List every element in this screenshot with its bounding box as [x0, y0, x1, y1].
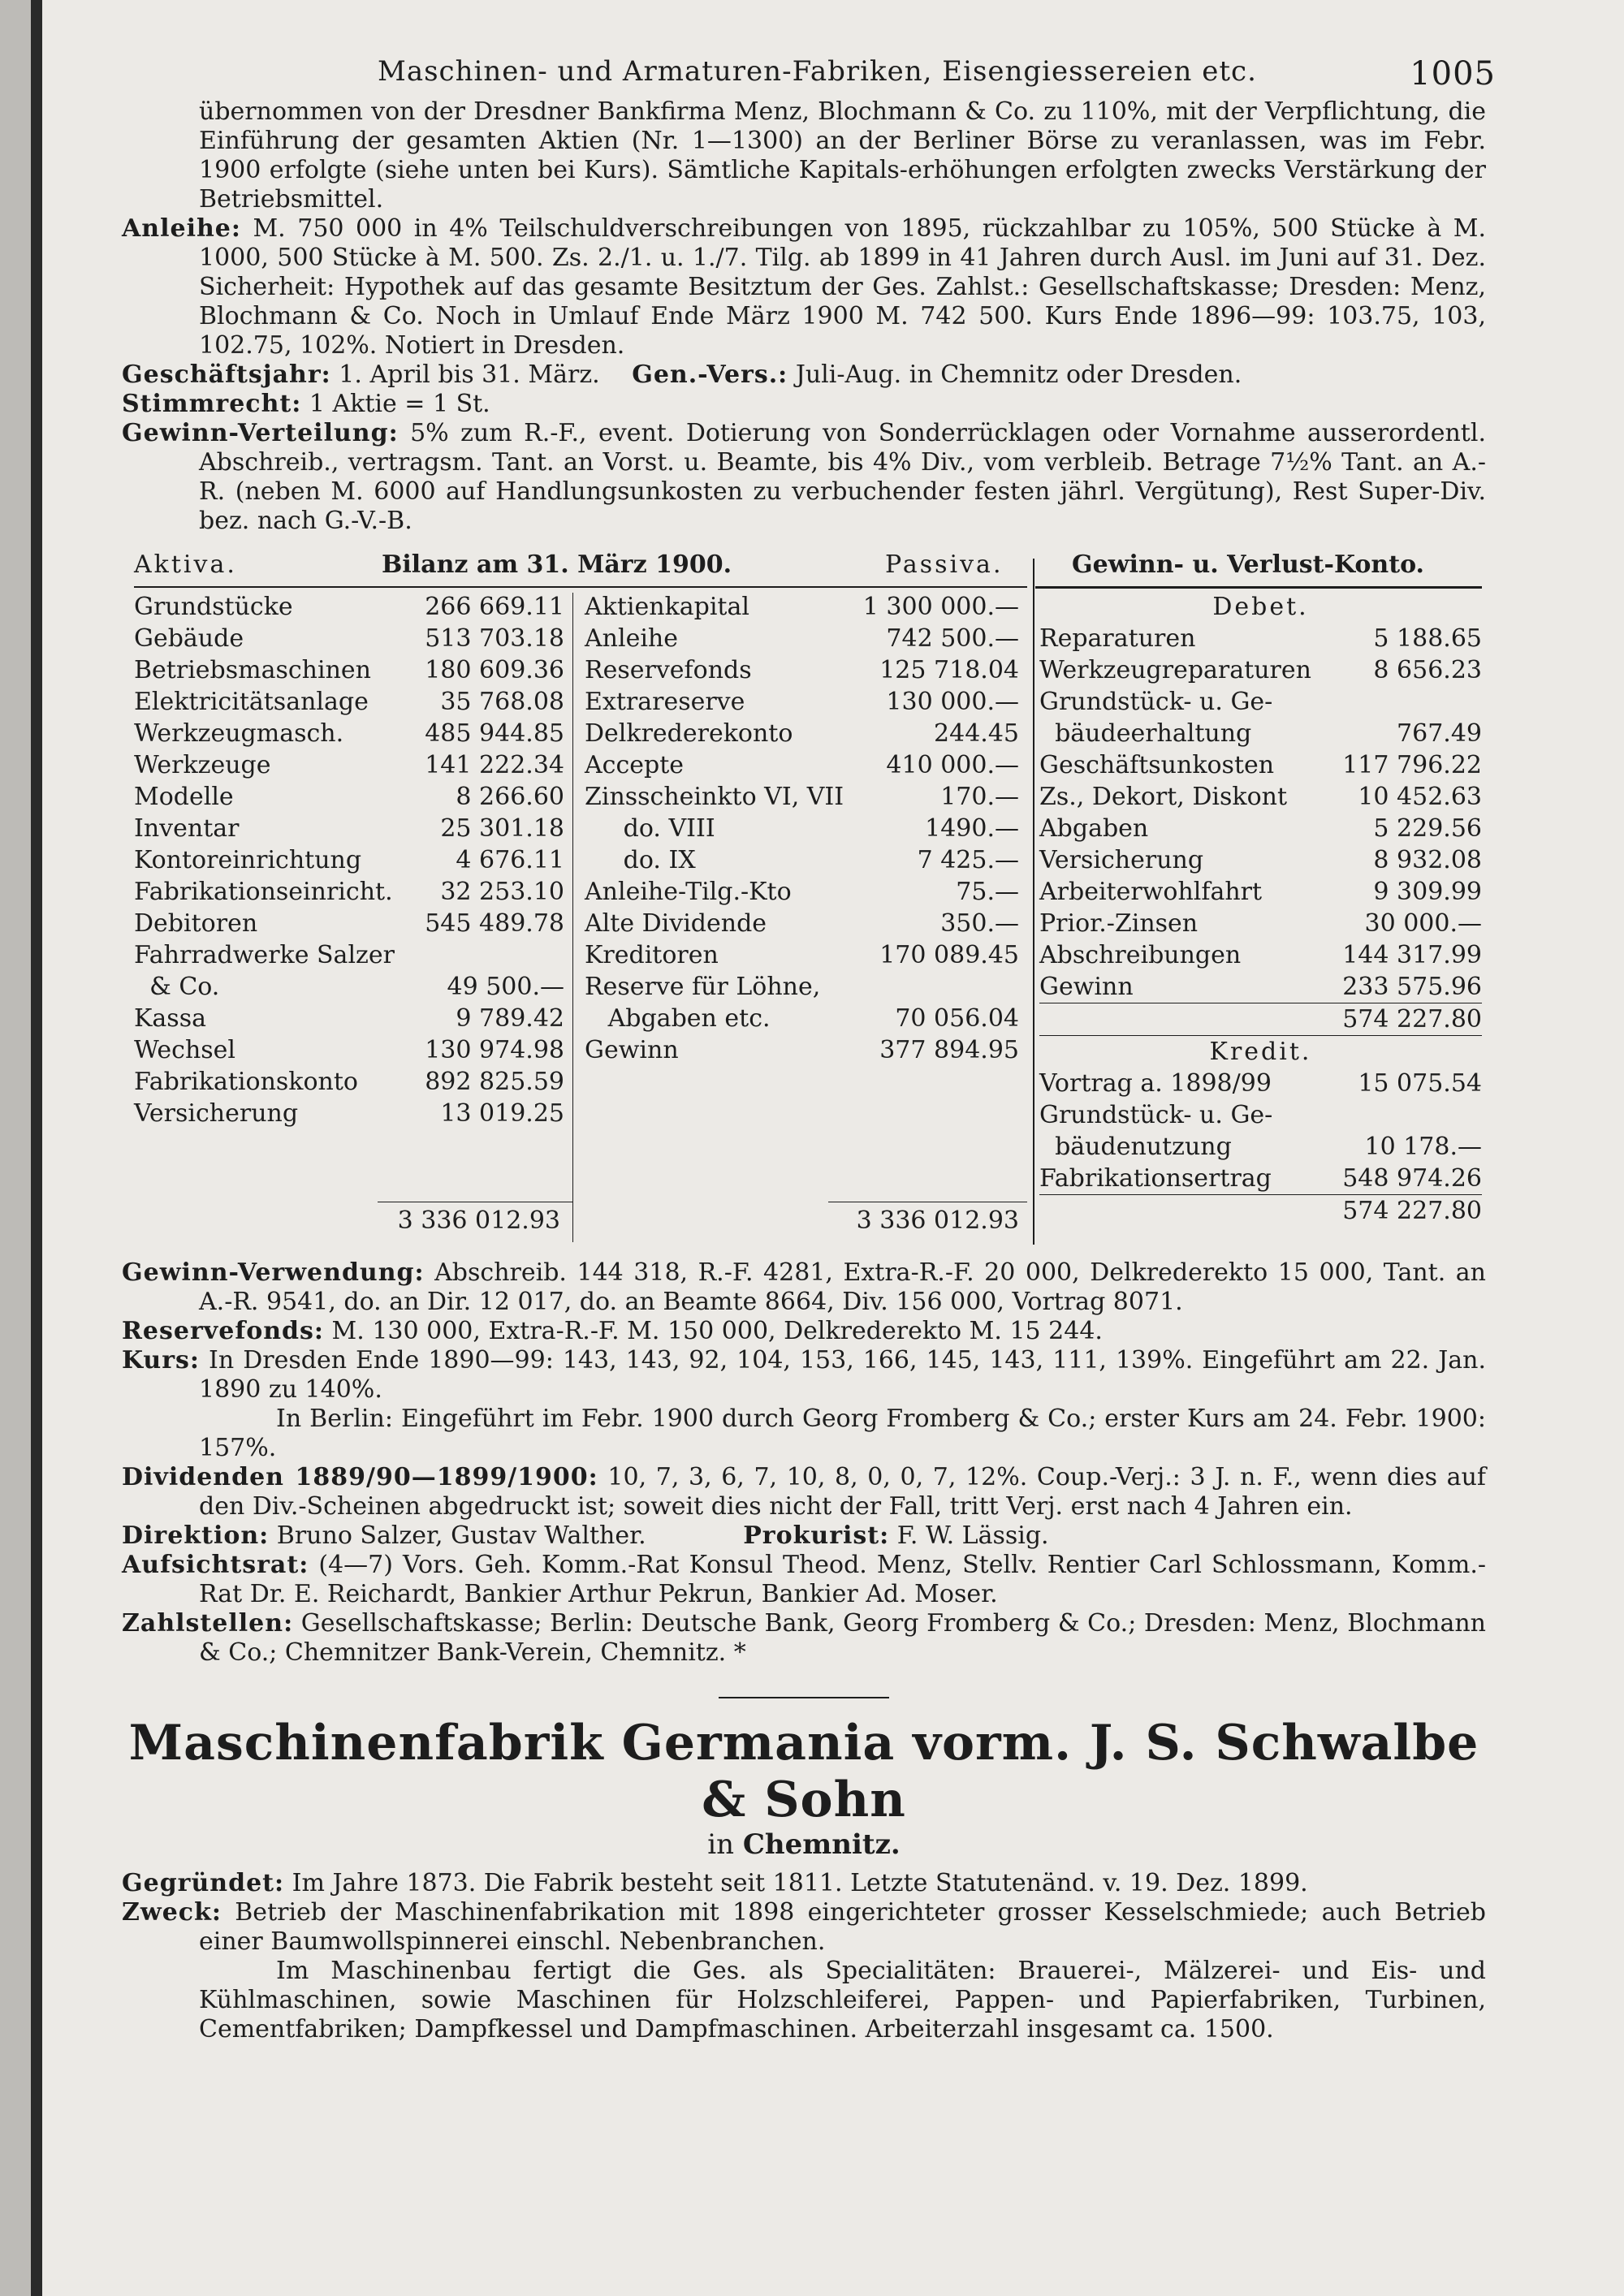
kredit-row — [1039, 1099, 1482, 1131]
section-label: Kurs: — [122, 1346, 200, 1375]
debet-row — [1039, 749, 1482, 781]
debet-value: 8 932.08 — [1373, 846, 1482, 874]
passiva-row — [585, 1034, 1019, 1066]
aktiva-row — [134, 813, 564, 844]
section-text: M. 130 000, Extra-R.-F. M. 150 000, Delkrederekto M. 15 244. — [331, 1317, 1103, 1345]
aktiva-item: Fabrikationskonto — [134, 1068, 358, 1096]
gewinn-verteilung-text: 5% zum R.-F., event. Dotierung von Sonderrücklagen oder Vornahme ausserordentl. Abschreib., vertragsm. Tant. an Vorst. u. Beamte, bis 4% Div., vom verbleib. Betrage 7½% Tant. an A.-R. (neben M. 6000 auf Handlungsunkosten zu verbuchender festen jährl. Vergütung), Rest Super-Div. bez. nach G.-V.-B. — [199, 419, 1486, 535]
passiva-item: Abgaben etc. — [585, 1004, 771, 1033]
debet-value: 30 000.— — [1364, 909, 1482, 938]
aktiva-row — [134, 908, 564, 939]
section-zweck — [122, 1898, 1486, 1957]
company-sections — [122, 1869, 1486, 1957]
direktion-text: Bruno Salzer, Gustav Walther. — [276, 1521, 646, 1550]
debet-item: Versicherung — [1039, 846, 1204, 874]
aktiva-row — [134, 718, 564, 749]
line-stimmrecht — [122, 390, 1486, 419]
debet-row — [1039, 844, 1482, 876]
header-title: Maschinen- und Armaturen-Fabriken, Eisengiessereien etc. — [378, 55, 1257, 88]
section-text: In Dresden Ende 1890—99: 143, 143, 92, 104, 153, 166, 145, 143, 111, 139%. Eingeführt am 22. Jan. 1890 zu 140%. — [199, 1346, 1486, 1404]
debet-value: 10 452.63 — [1358, 783, 1482, 811]
section-aufsichtsrat — [122, 1551, 1486, 1609]
aktiva-value: 141 222.34 — [425, 751, 564, 779]
debet-item: Prior.-Zinsen — [1039, 909, 1199, 938]
debet-row — [1039, 971, 1482, 1003]
aktiva-value: 513 703.18 — [425, 624, 564, 653]
ledger-divider — [1033, 559, 1034, 1245]
aktiva-value: 13 019.25 — [440, 1099, 564, 1128]
passiva-item: Accepte — [585, 751, 685, 779]
passiva-row — [585, 623, 1019, 654]
section-gegruendet — [122, 1869, 1486, 1898]
prokurist-label: Prokurist: — [743, 1521, 890, 1550]
passiva-value: 377 894.95 — [879, 1036, 1019, 1064]
section-label: Zahlstellen: — [122, 1609, 294, 1638]
passiva-item: do. VIII — [585, 814, 715, 843]
company-heading: Maschinenfabrik Germania vorm. J. S. Schwalbe & Sohn — [128, 1715, 1479, 1828]
aktiva-item: Kontoreinrichtung — [134, 846, 362, 874]
debet-value: 233 575.96 — [1342, 973, 1482, 1001]
bilanz-title: Bilanz am 31. März 1900. — [382, 550, 732, 579]
aktiva-value: 266 669.11 — [425, 593, 564, 621]
section-label: Aufsichtsrat: — [122, 1551, 309, 1579]
debet-item: Werkzeugreparaturen — [1039, 656, 1311, 684]
page-number: 1005 — [1410, 55, 1496, 93]
passiva-row — [585, 749, 1019, 781]
passiva-item: Kreditoren — [585, 941, 719, 969]
passiva-item: Alte Dividende — [585, 909, 767, 938]
debet-value: 117 796.22 — [1342, 751, 1482, 779]
section-label: Reservefonds: — [122, 1317, 324, 1345]
debet-item: Abschreibungen — [1039, 941, 1242, 969]
aktiva-item: Wechsel — [134, 1036, 236, 1064]
kurs-berlin: In Berlin: Eingeführt im Febr. 1900 durch Georg Fromberg & Co.; erster Kurs am 24. Febr. 1900: 157%. — [199, 1405, 1486, 1462]
passiva-item: Aktienkapital — [585, 593, 749, 621]
passiva-total: 3 336 012.93 — [856, 1206, 1019, 1235]
kredit-value: 15 075.54 — [1358, 1069, 1482, 1098]
gen-vers-label: Gen.-Vers.: — [632, 360, 788, 389]
passiva-row — [585, 844, 1019, 876]
passiva-value: 125 718.04 — [879, 656, 1019, 684]
passiva-value: 170 089.45 — [879, 941, 1019, 969]
stimmrecht-text: 1 Aktie = 1 St. — [309, 390, 490, 418]
debet-row — [1039, 813, 1482, 844]
passiva-row — [585, 1003, 1019, 1034]
debet-row — [1039, 623, 1482, 654]
kredit-label: Kredit. — [1039, 1035, 1482, 1068]
company-body: Im Maschinenbau fertigt die Ges. als Specialitäten: Brauerei-, Mälzerei- und Eis- und Kühlmaschinen, sowie Maschinen für Holzschleiferei, Pappen- und Papierfabriken, Turbinen, Cementfabriken; Dampfkessel und Dampfmaschinen. Arbeiterzahl insgesamt ca. 1500. — [199, 1957, 1486, 2044]
aktiva-value: 180 609.36 — [425, 656, 564, 684]
kredit-row — [1039, 1068, 1482, 1099]
line-direktion — [122, 1521, 1486, 1551]
passiva-row — [585, 939, 1019, 971]
passiva-item: Zinsscheinkto VI, VII — [585, 783, 844, 811]
debet-total-row — [1039, 1003, 1482, 1035]
company-location — [122, 1828, 1486, 1861]
aktiva-item: Kassa — [134, 1004, 206, 1033]
aktiva-item: & Co. — [134, 973, 220, 1001]
debet-row — [1039, 686, 1482, 718]
debet-value: 144 317.99 — [1342, 941, 1482, 969]
passiva-item: Gewinn — [585, 1036, 679, 1064]
geschaeftsjahr-text: 1. April bis 31. März. — [339, 360, 600, 389]
aktiva-value: 130 974.98 — [425, 1036, 564, 1064]
debet-item: Abgaben — [1039, 814, 1149, 843]
section-label: Anleihe: — [122, 214, 241, 243]
debet-row — [1039, 781, 1482, 813]
sections-last — [122, 1551, 1486, 1668]
passiva-value: 1490.— — [925, 814, 1019, 843]
passiva-row — [585, 686, 1019, 718]
kredit-row — [1039, 1163, 1482, 1194]
aktiva-item: Elektricitätsanlage — [134, 688, 369, 716]
section-anleihe — [122, 214, 1486, 360]
debet-row — [1039, 876, 1482, 908]
passiva-row — [585, 813, 1019, 844]
aktiva-item: Fahrradwerke Salzer — [134, 941, 395, 969]
aktiva-item: Grundstücke — [134, 593, 293, 621]
passiva-row — [585, 654, 1019, 686]
debet-item: Reparaturen — [1039, 624, 1196, 653]
aktiva-row — [134, 591, 564, 623]
aktiva-label: Aktiva. — [134, 550, 237, 579]
aktiva-item: Inventar — [134, 814, 240, 843]
aktiva-row — [134, 1034, 564, 1066]
stimmrecht-label: Stimmrecht: — [122, 390, 302, 418]
debet-item: Geschäftsunkosten — [1039, 751, 1275, 779]
bilanz-header-rule — [134, 586, 1027, 588]
geschaeftsjahr-label: Geschäftsjahr: — [122, 360, 331, 389]
debet-row — [1039, 654, 1482, 686]
aktiva-value: 4 676.11 — [456, 846, 564, 874]
section-text: Betrieb der Maschinenfabrikation mit 1898 eingerichteter grosser Kesselschmiede; auch Betrieb einer Baumwollspinnerei einschl. Nebenbranchen. — [199, 1898, 1486, 1956]
aktiva-item: Debitoren — [134, 909, 258, 938]
section-gewinn-verteilung — [122, 419, 1486, 536]
aktiva-value: 9 789.42 — [456, 1004, 564, 1033]
debet-item: bäudeerhaltung — [1039, 719, 1252, 748]
section-label: Zweck: — [122, 1898, 222, 1927]
aktiva-row — [134, 686, 564, 718]
aktiva-row — [134, 654, 564, 686]
kredit-item: Fabrikationsertrag — [1039, 1164, 1272, 1193]
passiva-item: Delkrederekonto — [585, 719, 793, 748]
debet-item: Zs., Dekort, Diskont — [1039, 783, 1288, 811]
passiva-value: 1 300 000.— — [862, 593, 1019, 621]
gv-konto-title: Gewinn- u. Verlust-Konto. — [1072, 550, 1424, 579]
document-page — [122, 49, 1496, 2044]
section-zahlstellen — [122, 1609, 1486, 1668]
debet-item: Arbeiterwohlfahrt — [1039, 878, 1263, 906]
section-dividenden — [122, 1463, 1486, 1521]
intro-paragraph: übernommen von der Dresdner Bankfirma Menz, Blochmann & Co. zu 110%, mit der Verpflichtung, die Einführung der gesamten Aktien (Nr. 1—1300) an der Berliner Börse zu veranlassen, was im Febr. 1900 erfolgte (siehe unten bei Kurs). Sämtliche Kapitals-erhöhungen erfolgten zwecks Verstärkung der Betriebsmittel. — [199, 97, 1486, 214]
section-text: M. 750 000 in 4% Teilschuldverschreibungen von 1895, rückzahlbar zu 105%, 500 Stücke à M. 1000, 500 Stücke à M. 500. Zs. 2./1. u. 1./7. Tilg. ab 1899 in 41 Jahren durch Ausl. im Juni auf 31. Dez. Sicherheit: Hypothek auf das gesamte Besitztum der Ges. Zahlst.: Gesellschaftskasse; Dresden: Menz, Blochmann & Co. Noch in Umlauf Ende März 1900 M. 742 500. Kurs Ende 1896—99: 103.75, 103, 102.75, 102%. Notiert in Dresden. — [199, 214, 1486, 360]
passiva-row — [585, 591, 1019, 623]
debet-value: 5 229.56 — [1373, 814, 1482, 843]
aktiva-total: 3 336 012.93 — [397, 1206, 560, 1235]
sections-top — [122, 214, 1486, 360]
kredit-total: 574 227.80 — [1342, 1197, 1482, 1225]
aktiva-row — [134, 939, 564, 971]
section-gewinn-verwendung — [122, 1258, 1486, 1317]
section-text: 10, 7, 3, 6, 7, 10, 8, 0, 0, 7, 12%. Coup.-Verj.: 3 J. n. F., wenn dies auf den Div.-Scheinen abgedruckt ist; soweit dies nicht der Fall, tritt Verj. erst nach 4 Jahren ein. — [199, 1463, 1486, 1521]
page-binding-shadow — [31, 0, 42, 2296]
passiva-row — [585, 876, 1019, 908]
passiva-item: do. IX — [585, 846, 696, 874]
passiva-value: 70 056.04 — [895, 1004, 1019, 1033]
aktiva-row — [134, 781, 564, 813]
aktiva-row — [134, 1098, 564, 1129]
passiva-value: 130 000.— — [886, 688, 1019, 716]
aktiva-value: 25 301.18 — [440, 814, 564, 843]
passiva-item: Extrareserve — [585, 688, 745, 716]
passiva-row — [585, 971, 1019, 1003]
section-label: Gegründet: — [122, 1869, 285, 1897]
passiva-value: 742 500.— — [886, 624, 1019, 653]
passiva-value: 410 000.— — [886, 751, 1019, 779]
passiva-value: 75.— — [956, 878, 1019, 906]
passiva-row — [585, 781, 1019, 813]
aktiva-item: Betriebsmaschinen — [134, 656, 371, 684]
aktiva-item: Modelle — [134, 783, 234, 811]
debet-item: Grundstück- u. Ge- — [1039, 688, 1273, 716]
aktiva-value: 8 266.60 — [456, 783, 564, 811]
debet-value: 8 656.23 — [1373, 656, 1482, 684]
section-label: Dividenden 1889/90—1899/1900: — [122, 1463, 598, 1491]
aktiva-row — [134, 1003, 564, 1034]
debet-row — [1039, 908, 1482, 939]
debet-column — [1039, 591, 1482, 1227]
section-reservefonds — [122, 1317, 1486, 1346]
aktiva-item: Versicherung — [134, 1099, 299, 1128]
section-kurs — [122, 1346, 1486, 1405]
aktiva-item: Werkzeugmasch. — [134, 719, 344, 748]
company-in-label: in — [707, 1828, 735, 1861]
section-text: Im Jahre 1873. Die Fabrik besteht seit 1811. Letzte Statutenänd. v. 19. Dez. 1899. — [292, 1869, 1308, 1897]
debet-total: 574 227.80 — [1342, 1005, 1482, 1034]
aktiva-value: 35 768.08 — [440, 688, 564, 716]
aktiva-value: 485 944.85 — [425, 719, 564, 748]
passiva-item: Reserve für Löhne, — [585, 973, 821, 1001]
bilanz-mid-divider — [572, 593, 573, 1242]
aktiva-value: 892 825.59 — [425, 1068, 564, 1096]
aktiva-value: 32 253.10 — [440, 878, 564, 906]
page-spine-edge — [0, 0, 31, 2296]
kredit-total-row — [1039, 1194, 1482, 1227]
passiva-value: 7 425.— — [917, 846, 1019, 874]
prokurist-text: F. W. Lässig. — [896, 1521, 1049, 1550]
passiva-item: Anleihe-Tilg.-Kto — [585, 878, 792, 906]
kredit-item: bäudenutzung — [1039, 1133, 1232, 1161]
line-geschaeftsjahr — [122, 360, 1486, 390]
gewinn-verteilung-label: Gewinn-Verteilung: — [122, 419, 399, 447]
passiva-label: Passiva. — [885, 550, 1004, 579]
sections-bottom — [122, 1258, 1486, 1405]
direktion-label: Direktion: — [122, 1521, 270, 1550]
kredit-value: 548 974.26 — [1342, 1164, 1482, 1193]
passiva-value: 350.— — [940, 909, 1019, 938]
section-text: Abschreib. 144 318, R.-F. 4281, Extra-R.-F. 20 000, Delkrederekto 15 000, Tant. an A.-R. 9541, do. an Dir. 12 017, do. an Beamte 8664, Div. 156 000, Vortrag 8071. — [199, 1258, 1486, 1316]
gv-header-rule — [1035, 586, 1482, 589]
aktiva-value: 545 489.78 — [425, 909, 564, 938]
aktiva-item: Gebäude — [134, 624, 244, 653]
debet-label: Debet. — [1212, 593, 1309, 621]
aktiva-row — [134, 844, 564, 876]
aktiva-item: Fabrikationseinricht. — [134, 878, 393, 906]
company-city: Chemnitz. — [742, 1828, 901, 1861]
debet-value: 767.49 — [1397, 719, 1482, 748]
aktiva-row — [134, 623, 564, 654]
debet-value: 9 309.99 — [1373, 878, 1482, 906]
passiva-row — [585, 908, 1019, 939]
kredit-item: Grundstück- u. Ge- — [1039, 1101, 1273, 1129]
aktiva-row — [134, 749, 564, 781]
section-label: Gewinn-Verwendung: — [122, 1258, 425, 1287]
running-header — [122, 49, 1496, 97]
balance-sheet-ledger — [122, 550, 1486, 1249]
passiva-item: Anleihe — [585, 624, 679, 653]
section-divider — [719, 1697, 889, 1698]
kredit-row — [1039, 1131, 1482, 1163]
aktiva-row — [134, 876, 564, 908]
passiva-item: Reservefonds — [585, 656, 752, 684]
passiva-value: 170.— — [940, 783, 1019, 811]
debet-row — [1039, 939, 1482, 971]
passiva-column — [585, 591, 1019, 1066]
kredit-item: Vortrag a. 1898/99 — [1039, 1069, 1272, 1098]
section-text: (4—7) Vors. Geh. Komm.-Rat Konsul Theod. Menz, Stellv. Rentier Carl Schlossmann, Komm.-Rat Dr. E. Reichardt, Bankier Arthur Pekrun, Bankier Ad. Moser. — [199, 1551, 1486, 1608]
debet-item: Gewinn — [1039, 973, 1134, 1001]
aktiva-item: Werkzeuge — [134, 751, 271, 779]
gen-vers-text: Juli-Aug. in Chemnitz oder Dresden. — [795, 360, 1242, 389]
section-text: Gesellschaftskasse; Berlin: Deutsche Bank, Georg Fromberg & Co.; Dresden: Menz, Blochmann & Co.; Chemnitzer Bank-Verein, Chemnitz. * — [199, 1609, 1486, 1667]
passiva-row — [585, 718, 1019, 749]
aktiva-column — [134, 591, 564, 1129]
debet-row — [1039, 718, 1482, 749]
debet-value: 5 188.65 — [1373, 624, 1482, 653]
passiva-value: 244.45 — [934, 719, 1019, 748]
aktiva-row — [134, 971, 564, 1003]
aktiva-row — [134, 1066, 564, 1098]
kredit-value: 10 178.— — [1364, 1133, 1482, 1161]
aktiva-value: 49 500.— — [447, 973, 564, 1001]
